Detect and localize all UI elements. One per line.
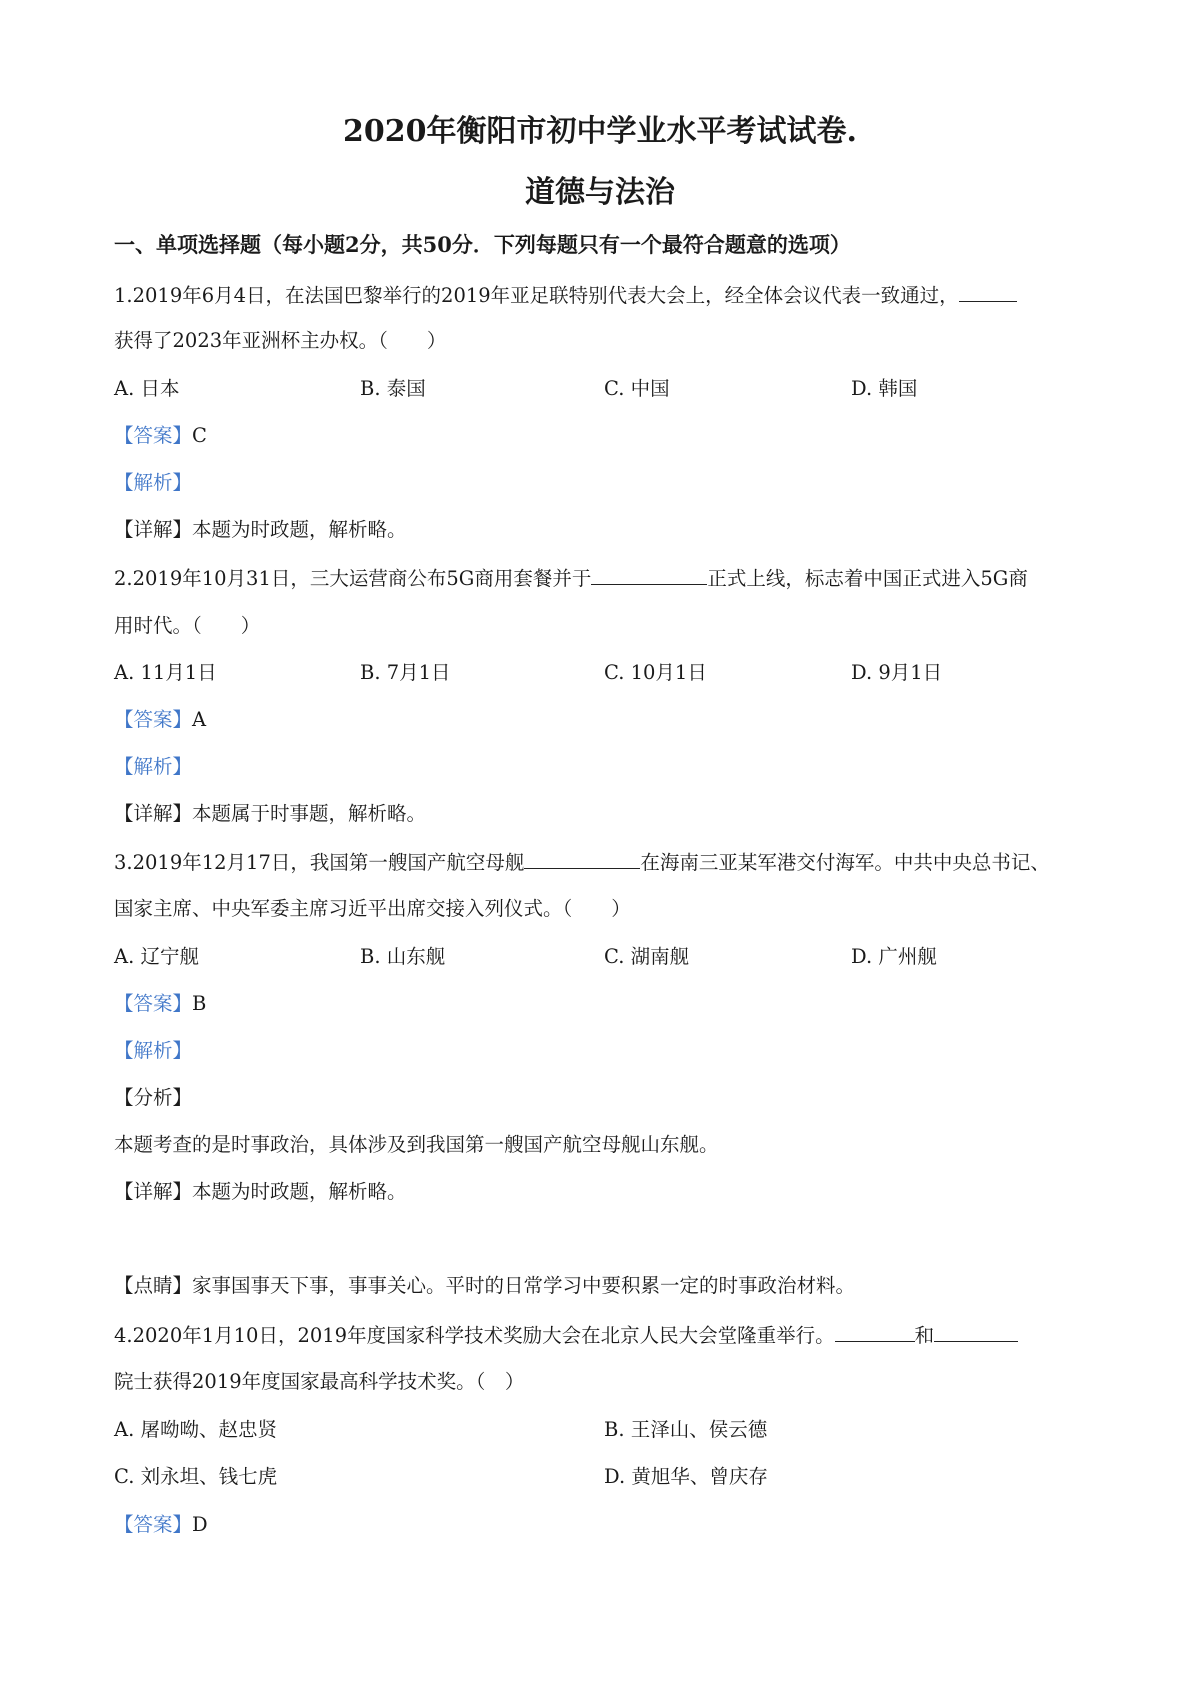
q4-stem-line2: 院士获得2019年度国家最高科学技术奖。（ ）	[114, 1370, 525, 1393]
q4-stem-line1	[114, 1320, 1018, 1348]
q1-detail-text: 本题为时政题，解析略。	[192, 518, 407, 541]
q4-option-c: C. 刘永坦、钱七虎	[114, 1465, 278, 1488]
q1-stem-line2: 获得了2023年亚洲杯主办权。（ ）	[114, 329, 447, 352]
detail-label: 【详解】	[114, 1180, 193, 1203]
q1-stem-line1	[114, 280, 1017, 308]
q3-detail-text: 本题为时政题，解析略。	[192, 1180, 407, 1203]
q2-stem-line1	[114, 563, 1028, 591]
q3-option-a: A. 辽宁舰	[114, 945, 199, 968]
q2-detail	[114, 798, 426, 826]
answer-label: 【答案】	[114, 1513, 193, 1536]
q2-detail-text: 本题属于时事题，解析略。	[192, 802, 427, 825]
q1-option-b: B. 泰国	[360, 377, 426, 400]
q2-answer-value: A	[192, 708, 207, 731]
q2-option-d: D. 9月1日	[851, 661, 943, 684]
q3-answer-value: B	[192, 992, 207, 1015]
answer-label: 【答案】	[114, 424, 193, 447]
dianjing-label: 【点睛】	[114, 1274, 193, 1297]
q3-dianjing	[114, 1270, 855, 1298]
q4-blank-1	[835, 1321, 915, 1342]
q3-analysis-label: 【解析】	[114, 1039, 193, 1062]
q2-analysis-label: 【解析】	[114, 755, 193, 778]
q3-stem-line2: 国家主席、中央军委主席习近平出席交接入列仪式。（ ）	[114, 897, 631, 920]
detail-label: 【详解】	[114, 518, 193, 541]
section-heading: 一、单项选择题（每小题2分，共50分．下列每题只有一个最符合题意的选项）	[114, 232, 851, 257]
q3-stem-text-a: 3.2019年12月17日，我国第一艘国产航空母舰	[114, 851, 525, 874]
q4-answer-value: D	[192, 1513, 208, 1536]
q1-detail	[114, 514, 407, 542]
q3-blank	[524, 848, 640, 869]
q4-answer	[114, 1509, 208, 1537]
q1-analysis-label: 【解析】	[114, 471, 193, 494]
detail-label: 【详解】	[114, 802, 193, 825]
q3-answer	[114, 988, 206, 1016]
q2-stem-text-a: 2.2019年10月31日，三大运营商公布5G商用套餐并于	[114, 567, 592, 590]
q2-answer	[114, 704, 206, 732]
q4-blank-2	[934, 1321, 1018, 1342]
answer-label: 【答案】	[114, 992, 193, 1015]
q1-answer-value: C	[192, 424, 207, 447]
q4-stem-text-a: 4.2020年1月10日，2019年度国家科学技术奖励大会在北京人民大会堂隆重举行。	[114, 1324, 835, 1347]
q1-option-c: C. 中国	[604, 377, 670, 400]
q2-option-b: B. 7月1日	[360, 661, 451, 684]
exam-title: 2020年衡阳市初中学业水平考试试卷.	[343, 114, 857, 149]
q1-blank	[959, 281, 1017, 302]
answer-label: 【答案】	[114, 708, 193, 731]
q3-fenxi-text: 本题考查的是时事政治，具体涉及到我国第一艘国产航空母舰山东舰。	[114, 1133, 719, 1156]
q1-option-a: A. 日本	[114, 377, 180, 400]
q1-answer	[114, 420, 207, 448]
q4-option-b: B. 王泽山、侯云德	[604, 1418, 768, 1441]
q3-stem-text-b: 在海南三亚某军港交付海军。中共中央总书记、	[640, 851, 1050, 874]
q2-stem-text-b: 正式上线，标志着中国正式进入5G商	[707, 567, 1028, 590]
q3-fenxi-label: 【分析】	[114, 1086, 193, 1109]
q1-stem-text: 1.2019年6月4日，在法国巴黎举行的2019年亚足联特别代表大会上，经全体会议代表一致通过，	[114, 284, 959, 307]
q3-option-b: B. 山东舰	[360, 945, 446, 968]
q4-option-a: A. 屠呦呦、赵忠贤	[114, 1418, 277, 1441]
q4-stem-text-b: 和	[914, 1324, 935, 1347]
q2-stem-line2: 用时代。（ ）	[114, 614, 261, 637]
q3-dianjing-text: 家事国事天下事，事事关心。平时的日常学习中要积累一定的时事政治材料。	[192, 1274, 856, 1297]
q2-option-a: A. 11月1日	[114, 661, 217, 684]
q3-option-d: D. 广州舰	[851, 945, 937, 968]
q3-option-c: C. 湖南舰	[604, 945, 690, 968]
q3-detail	[114, 1176, 407, 1204]
q4-option-d: D. 黄旭华、曾庆存	[604, 1465, 768, 1488]
q1-option-d: D. 韩国	[851, 377, 918, 400]
q3-stem-line1	[114, 847, 1050, 875]
q2-option-c: C. 10月1日	[604, 661, 707, 684]
q2-blank	[591, 564, 707, 585]
exam-subject: 道德与法治	[525, 175, 675, 210]
